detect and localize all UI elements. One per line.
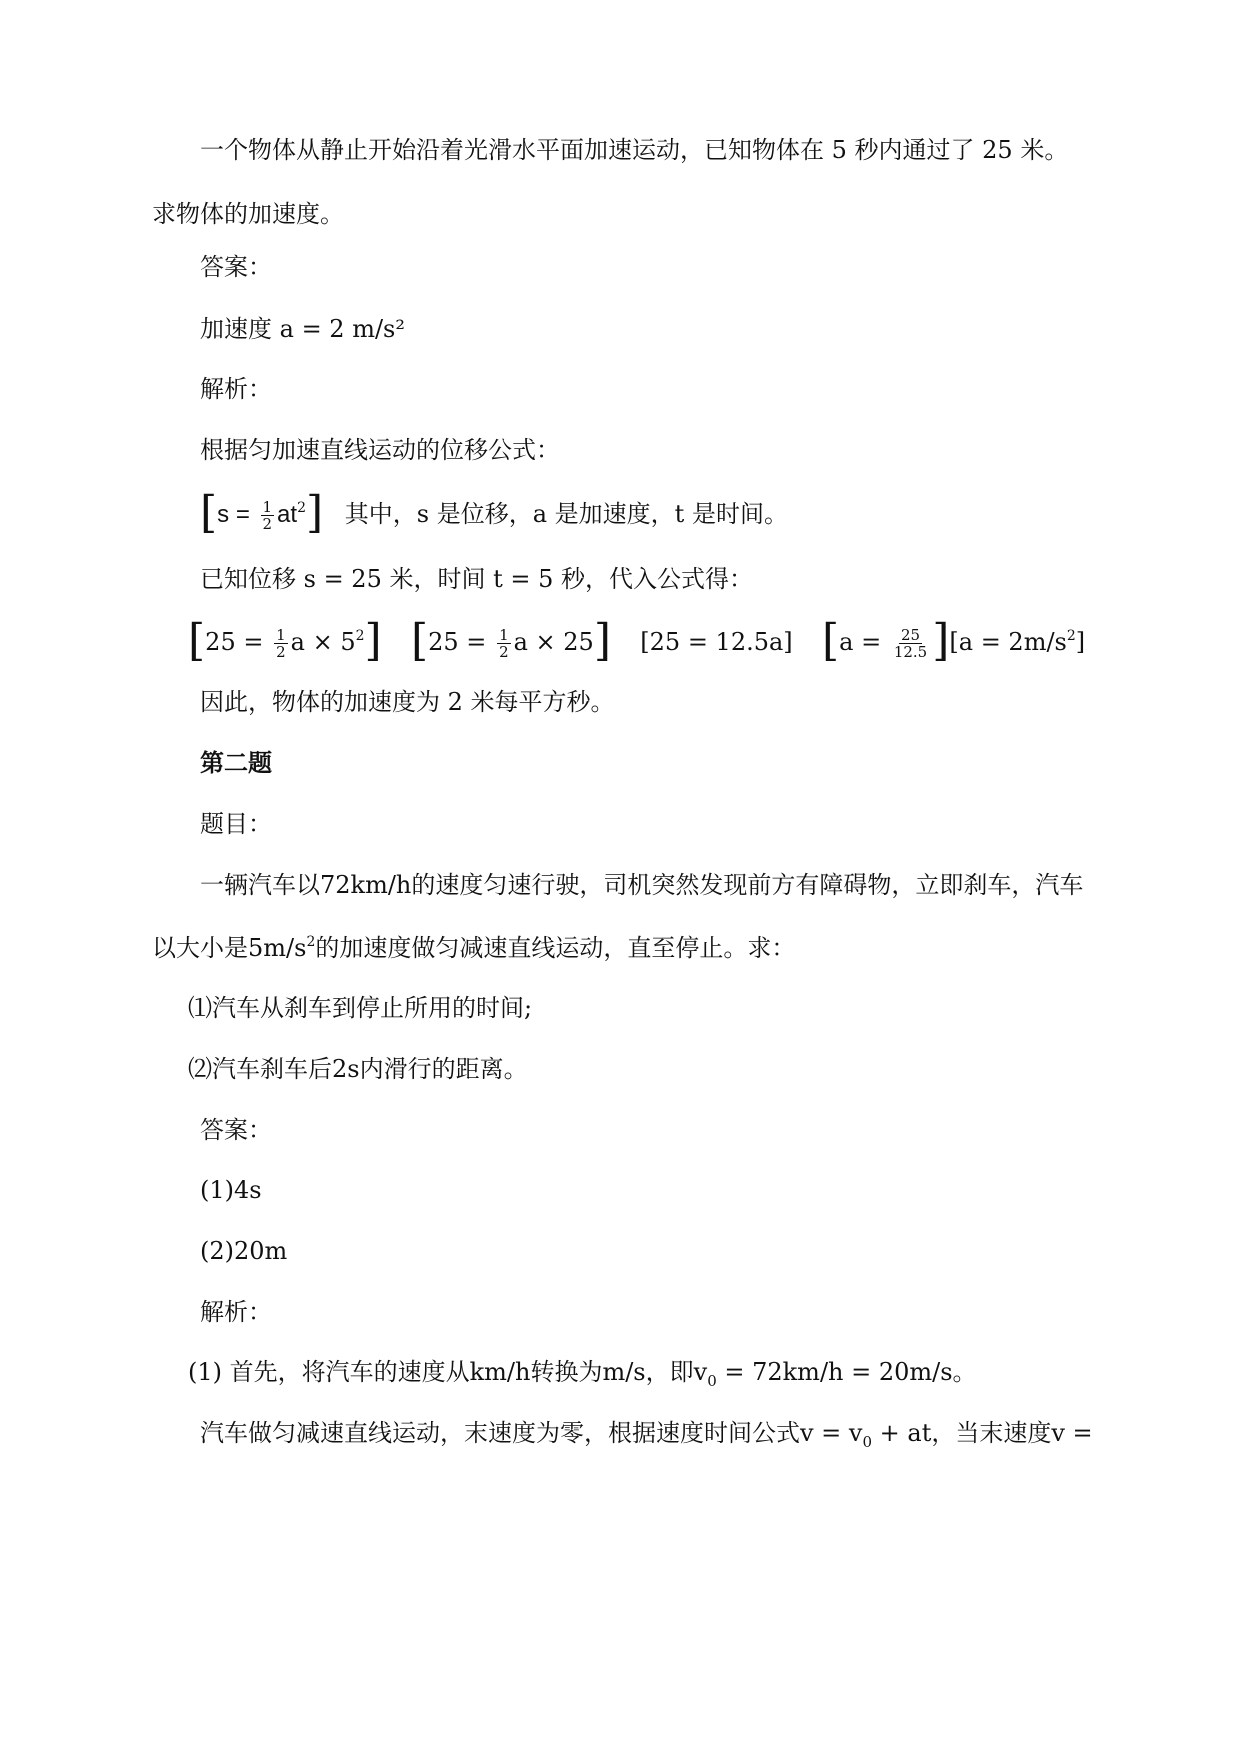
bracket-close: ]: [305, 486, 324, 538]
problem1-known-text: 已知位移 s = 25 米，时间 t = 5 秒，代入公式得：: [200, 565, 754, 593]
problem2-step2: 汽车做匀减速直线运动，末速度为零，根据速度时间公式$v = v_0$ + at，当末速度v =: [200, 1419, 1093, 1451]
problem1-text-line2: 求物体的加速度。: [152, 200, 344, 228]
eq1-exponent: 2: [355, 628, 365, 644]
problem2-topic-label: 题目：: [200, 810, 272, 838]
eq2-lhs: 25 =: [428, 628, 487, 656]
eq2-rhs: a × 25: [513, 628, 594, 656]
eq1-lhs: 25 =: [205, 628, 264, 656]
eq3: [25 = 12.5a]: [640, 628, 793, 656]
eq2-fraction: $\frac{1}{2}$: [499, 626, 509, 661]
problem1-text-line1: 一个物体从静止开始沿着光滑水平面加速运动，已知物体在 5 秒内通过了 25 米。: [200, 136, 1069, 164]
formula-note: 其中，s 是位移，a 是加速度，t 是时间。: [344, 500, 788, 528]
problem1-answer-text: 加速度 a = 2 m/s²: [200, 315, 405, 343]
v0-subscript-2: 0: [862, 1433, 873, 1451]
problem2-heading: 第二题: [200, 748, 272, 777]
eq5-exponent: 2: [1066, 628, 1076, 644]
problem2-text-line2: 以大小是$5m/s^2$的加速度做匀减速直线运动，直至停止。求：: [152, 934, 796, 962]
eq1-fraction: $\frac{1}{2}$: [276, 626, 286, 661]
formula-exponent: 2: [297, 500, 306, 516]
eq4-fraction: $\frac{25}{12.5}$: [893, 626, 928, 661]
problem2-answer1: (1)4s: [200, 1176, 262, 1204]
problem1-analysis-label: 解析：: [200, 375, 272, 403]
eq1-rhs: a × 5: [290, 628, 356, 656]
problem2-analysis-label: 解析：: [200, 1298, 272, 1326]
eq5: [a = 2m/s: [949, 628, 1067, 656]
bracket-open: [: [200, 486, 218, 538]
problem2-question1: ⑴汽车从刹车到停止所用的时间;: [188, 994, 533, 1022]
v0-subscript: 0: [707, 1372, 717, 1390]
problem2-step1: (1) 首先，将汽车的速度从km/h转换为m/s，即$v_0 = 72km/h = 20m/s$。: [188, 1358, 977, 1390]
eq4-lhs: a =: [839, 628, 882, 656]
problem2-answer2: (2)20m: [200, 1237, 288, 1265]
accel-exponent: 2: [306, 934, 316, 950]
formula-fraction: $\frac{1}{2}$: [262, 498, 273, 533]
problem2-question2: ⑵汽车刹车后2s内滑行的距离。: [188, 1055, 528, 1083]
formula-rhs: at: [277, 501, 298, 528]
formula-lhs: s =: [217, 501, 250, 528]
formula-displacement: [200, 486, 788, 538]
problem2-answer-label: 答案：: [200, 1116, 272, 1144]
problem2-text-line1: 一辆汽车以72km/h的速度匀速行驶，司机突然发现前方有障碍物，立即刹车，汽车: [200, 871, 1084, 899]
problem1-analysis-intro: 根据匀加速直线运动的位移公式：: [200, 436, 560, 464]
problem1-conclusion: 因此，物体的加速度为 2 米每平方秒。: [200, 688, 615, 716]
substitution-equations: [25 = $\frac{1}{2}$ $a \times 5^2$] [25 = $\frac{1}{2}$ a × 25] [25 = 12.5a] [a = $\frac{25}{12.5}$ ]$[a = 2m/s^2]$: [188, 614, 1086, 666]
problem1-answer-label: 答案：: [200, 253, 272, 281]
